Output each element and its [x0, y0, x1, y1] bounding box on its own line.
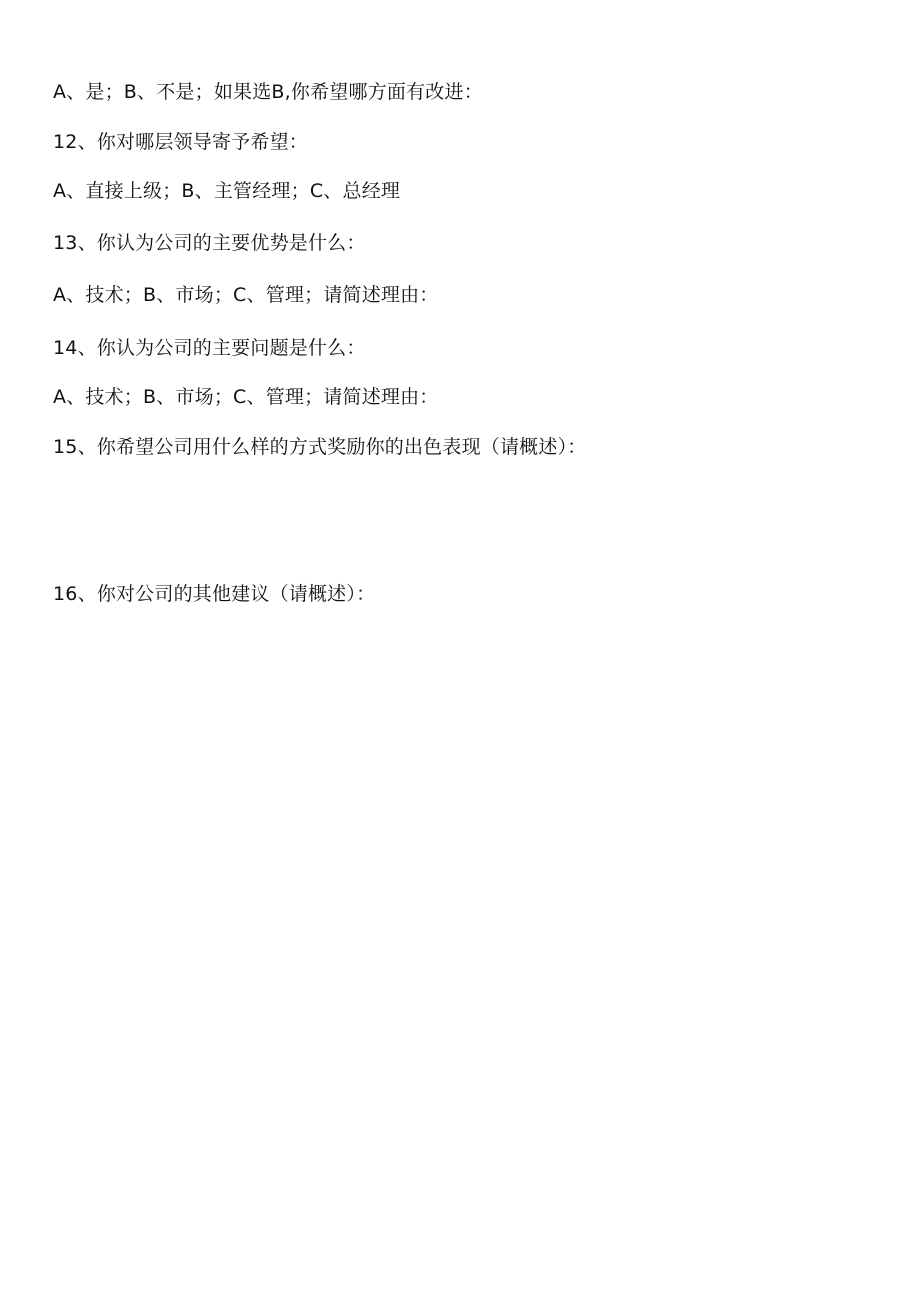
- answer-options-leadership: A、直接上级；B、主管经理；C、总经理: [53, 180, 401, 202]
- answer-options-improvement: A、是；B、不是；如果选B,你希望哪方面有改进：: [53, 81, 483, 103]
- question-12: 12、你对哪层领导寄予希望：: [53, 131, 308, 153]
- question-16: 16、你对公司的其他建议（请概述）：: [53, 583, 376, 605]
- answer-options-problems: A、技术；B、市场；C、管理；请简述理由：: [53, 386, 439, 408]
- question-15: 15、你希望公司用什么样的方式奖励你的出色表现（请概述）：: [53, 436, 587, 458]
- question-13: 13、你认为公司的主要优势是什么：: [53, 232, 366, 254]
- answer-options-advantages: A、技术；B、市场；C、管理；请简述理由：: [53, 284, 439, 306]
- question-14: 14、你认为公司的主要问题是什么：: [53, 337, 366, 359]
